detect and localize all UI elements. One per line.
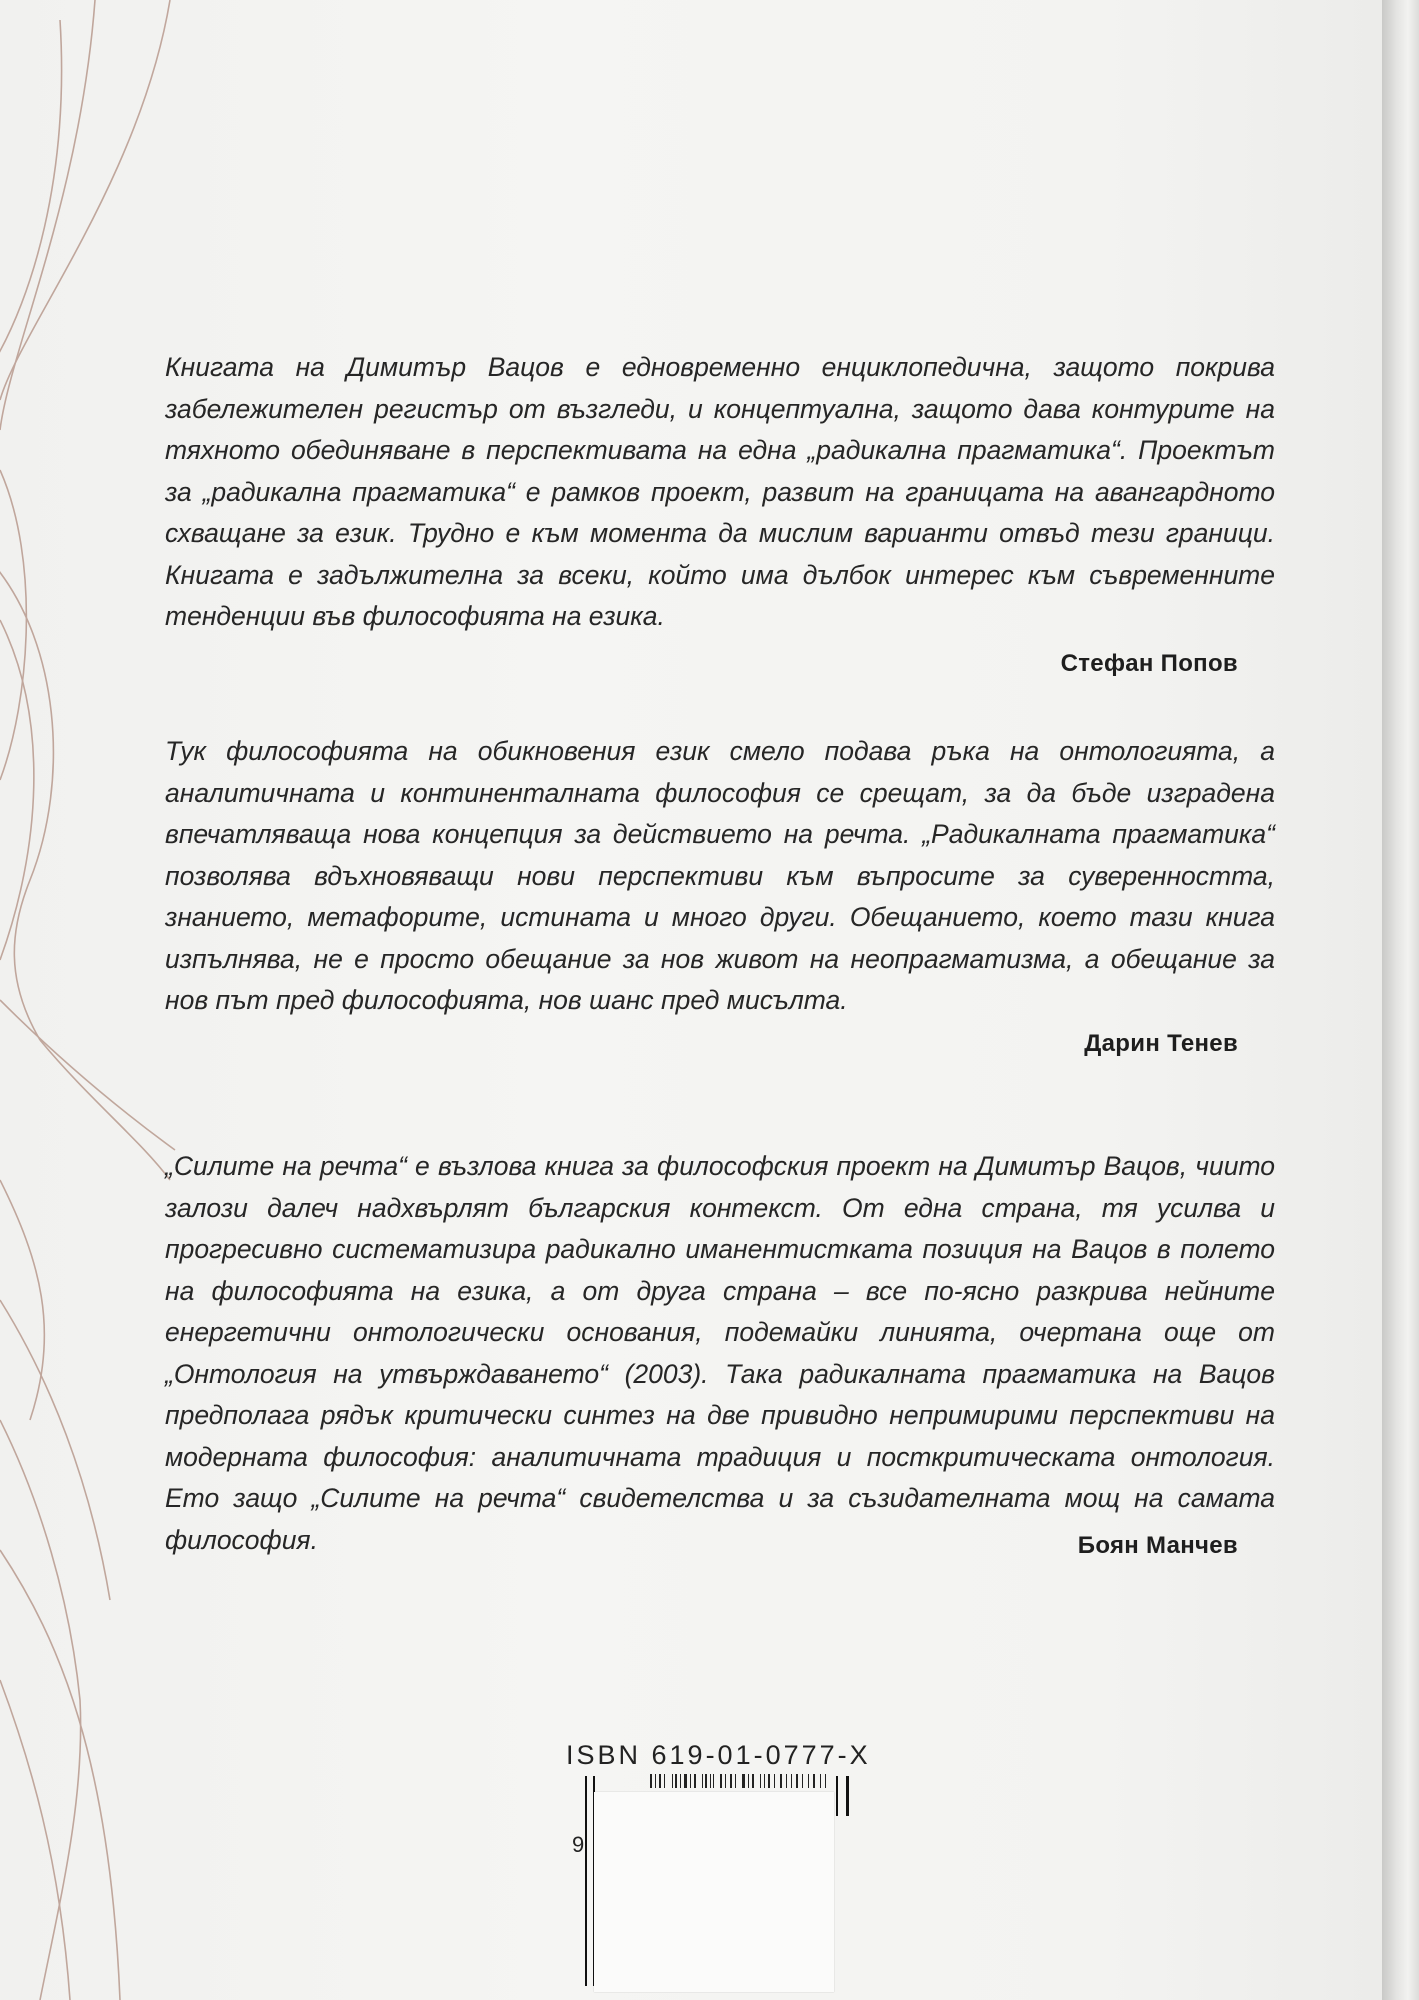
isbn-barcode [560, 1740, 890, 1990]
quote-text: Тук философията на обикновения език смело подава ръка на онтологията, а аналитичната и континенталната философия се срещат, за да бъде изградена впечатляваща нова концепция за действието на речта. „Радикалната прагматика“ позволява вдъхновяващи нови перспективи към въпросите за суверенността, знанието, метафорите, истината и много други. Обещанието, което тази книга изпълнява, не е просто обещание за нов живот на неопрагматизма, а обещание за нов път пред философията, нов шанс пред мисълта. [165, 736, 1275, 1015]
isbn-number: ISBN 619-01-0777-X [566, 1740, 871, 1770]
quote-text: „Силите на речта“ е възлова книга за философския проект на Димитър Вацов, чиито залози далеч надхвърлят българския контекст. От една страна, тя усилва и прогресивно систематизира радикално иманентисткaта позиция на Вацов в полето на философията на езика, а от друга страна – все по-ясно разкрива нейните енергетични онтологически основания, подемайки линията, очертана още от „Онтология на утвърждаването“ (2003). Така радикалната прагматика на Вацов предполага рядък критически синтез на две привидно непримирими перспективи на модерната философия: аналитичната традиция и посткритическата онтология. Ето защо „Силите на речта“ свидетелства и за съзидателната мощ на самата философия. [165, 1151, 1275, 1555]
quote-author: Боян Манчев [1077, 1532, 1238, 1559]
quote-author: Стефан Попов [1060, 650, 1238, 677]
quote-text: Книгата на Димитър Вацов е едновременно енциклопедична, защото покрива забележителен регистър от възгледи, и концептуална, защото дава контурите на тяхното обединяване в перспективата на една „радикална прагматика“. Проектът за „радикална прагматика“ е рамков проект, развит на границата на авангардното схващане за език. Трудно е към момента да мислим варианти отвъд тези граници. Книгата е задължителна за всеки, който има дълбок интерес към съвременните тенденции във философията на езика. [165, 352, 1275, 631]
barcode-bars [650, 1774, 850, 1788]
barcode-guard-bars [836, 1776, 849, 1816]
book-edge [1382, 0, 1419, 2000]
barcode-lead-digit: 9 [572, 1832, 585, 1857]
quote-author: Дарин Тенев [1084, 1030, 1238, 1057]
price-sticker [594, 1792, 834, 1992]
